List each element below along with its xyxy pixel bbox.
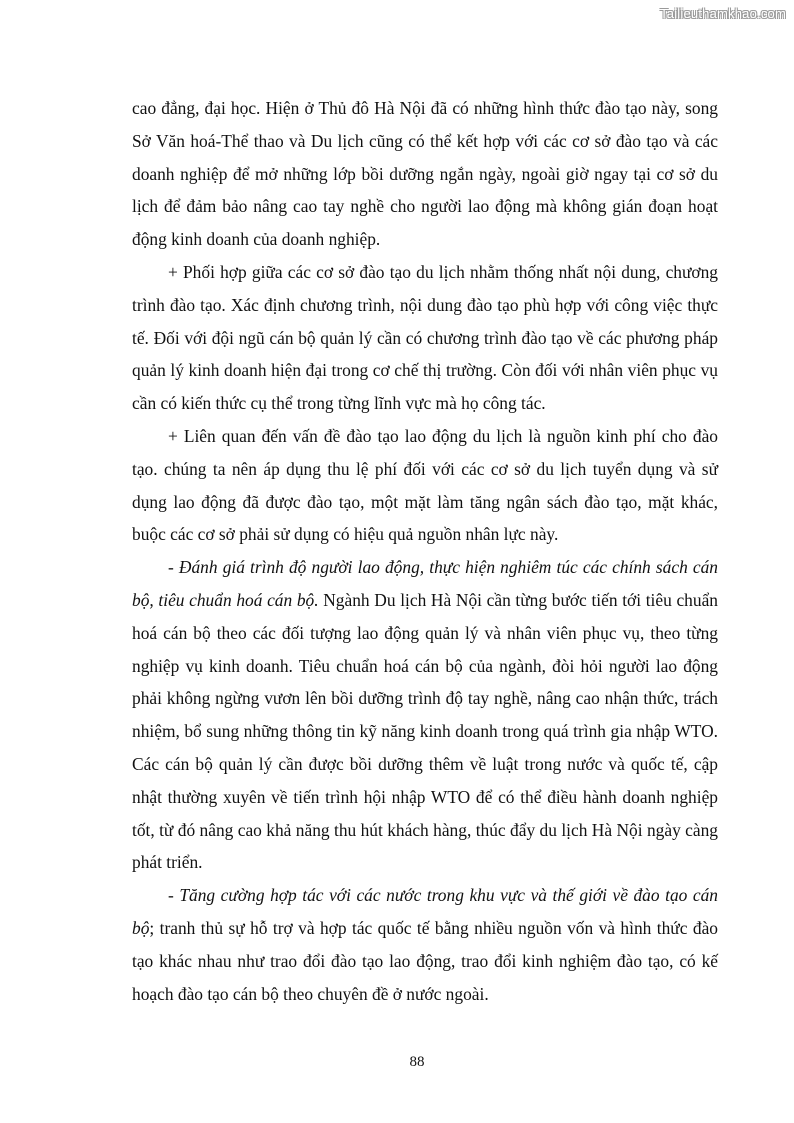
paragraph-4-italic-lead: - Đánh giá trình độ người lao động, thực hiện nghiêm túc các chính sách cán bộ, tiêu chuẩn hoá cán bộ. (132, 557, 718, 610)
paragraph-2 (132, 256, 718, 420)
paragraph-4-text: Ngành Du lịch Hà Nội cần từng bước tiến tới tiêu chuẩn hoá cán bộ theo các đối tượng lao động quản lý và nhân viên phục vụ, theo từng nghiệp vụ kinh doanh. Tiêu chuẩn hoá cán bộ của ngành, đòi hỏi người lao động phải không ngừng vươn lên bồi dưỡng trình độ tay nghề, nâng cao nhận thức, trách nhiệm, bổ sung những thông tin kỹ năng kinh doanh trong quá trình gia nhập WTO. Các cán bộ quản lý cần được bồi dưỡng thêm về luật trong nước và quốc tế, cập nhật thường xuyên về tiến trình hội nhập WTO để có thể điều hành doanh nghiệp tốt, từ đó nâng cao khả năng thu hút khách hàng, thúc đẩy du lịch Hà Nội ngày càng phát triển. (132, 589, 718, 873)
paragraph-5 (132, 879, 718, 1010)
paragraph-1-text: cao đẳng, đại học. Hiện ở Thủ đô Hà Nội đã có những hình thức đào tạo này, song Sở Văn hoá-Thể thao và Du lịch cũng có thể kết hợp với các cơ sở đào tạo và các doanh nghiệp để mở những lớp bồi dưỡng ngắn ngày, ngoài giờ ngay tại cơ sở du lịch để đảm bảo nâng cao tay nghề cho người lao động mà không gián đoạn hoạt động kinh doanh của doanh nghiệp. (132, 98, 718, 250)
paragraph-2-text: + Phối hợp giữa các cơ sở đào tạo du lịch nhằm thống nhất nội dung, chương trình đào tạo. Xác định chương trình, nội dung đào tạo phù hợp với công việc thực tế. Đối với đội ngũ cán bộ quản lý cần có chương trình đào tạo về các phương pháp quản lý kinh doanh hiện đại trong cơ chế thị trường. Còn đối với nhân viên phục vụ cần có kiến thức cụ thể trong từng lĩnh vực mà họ công tác. (132, 261, 718, 414)
paragraph-3-text: + Liên quan đến vấn đề đào tạo lao động du lịch là nguồn kinh phí cho đào tạo. chúng ta nên áp dụng thu lệ phí đối với các cơ sở du lịch tuyển dụng và sử dụng lao động đã được đào tạo, một mặt làm tăng ngân sách đào tạo, mặt khác, buộc các cơ sở phải sử dụng có hiệu quả nguồn nhân lực này. (132, 425, 718, 545)
watermark: Tailieuthamkhao.com (660, 6, 786, 21)
paragraph-3 (132, 420, 718, 551)
paragraph-5-italic-lead: - Tăng cường hợp tác với các nước trong khu vực và thế giới về đào tạo cán bộ (132, 885, 718, 938)
paragraph-1 (132, 92, 718, 256)
paragraph-5-text: ; tranh thủ sự hỗ trợ và hợp tác quốc tế bằng nhiều nguồn vốn và hình thức đào tạo khác nhau như trao đổi đào tạo lao động, trao đổi kinh nghiệm đào tạo, có kế hoạch đào tạo cán bộ theo chuyên đề ở nước ngoài. (132, 917, 718, 1004)
paragraph-4 (132, 551, 718, 879)
document-body (132, 92, 718, 1010)
page-number: 88 (409, 1054, 425, 1070)
